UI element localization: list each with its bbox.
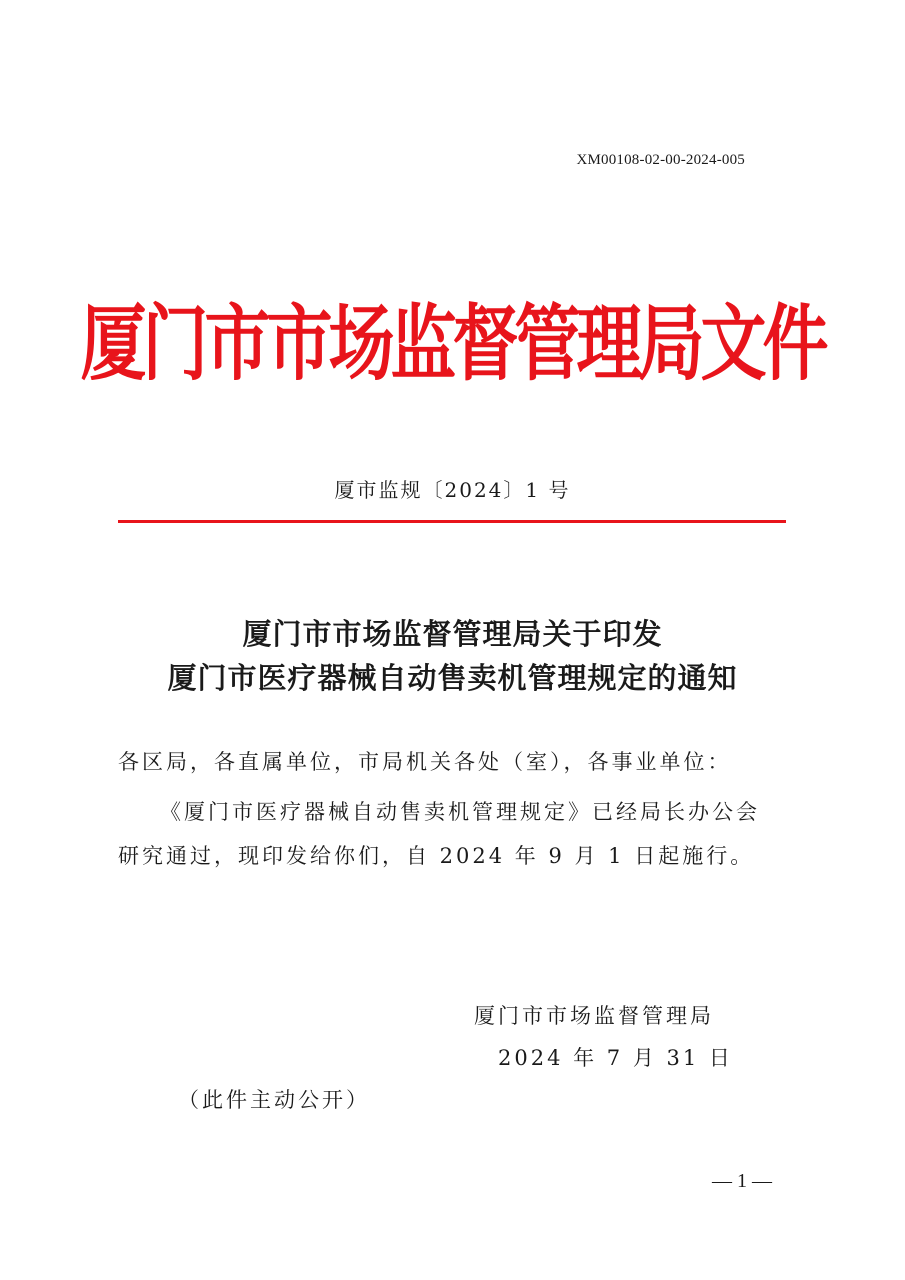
notice-title-line-2: 厦门市医疗器械自动售卖机管理规定的通知 [167,661,738,695]
notice-title-line-1: 厦门市市场监督管理局关于印发 [242,617,663,651]
document-number: 厦市监规〔2024〕1 号 [334,478,571,502]
issue-date: 2024 年 7 月 31 日 [498,1046,733,1070]
document-code: XM00108-02-00-2024-005 [576,152,745,168]
masthead-title: 厦门市市场监督管理局文件 [80,295,825,392]
body-paragraph [118,790,786,878]
body-line-1: 《厦门市医疗器械自动售卖机管理规定》已经局长办公会 [160,800,760,824]
salutation: 各区局，各直属单位，市局机关各处（室），各事业单位： [118,750,732,774]
page-number: — 1 — [712,1170,772,1192]
body-line-2: 研究通过，现印发给你们，自 2024 年 9 月 1 日起施行。 [118,844,755,868]
issuer-signature: 厦门市市场监督管理局 [474,1004,714,1028]
disclosure-note: （此件主动公开） [178,1088,370,1112]
red-divider-line [118,520,786,523]
